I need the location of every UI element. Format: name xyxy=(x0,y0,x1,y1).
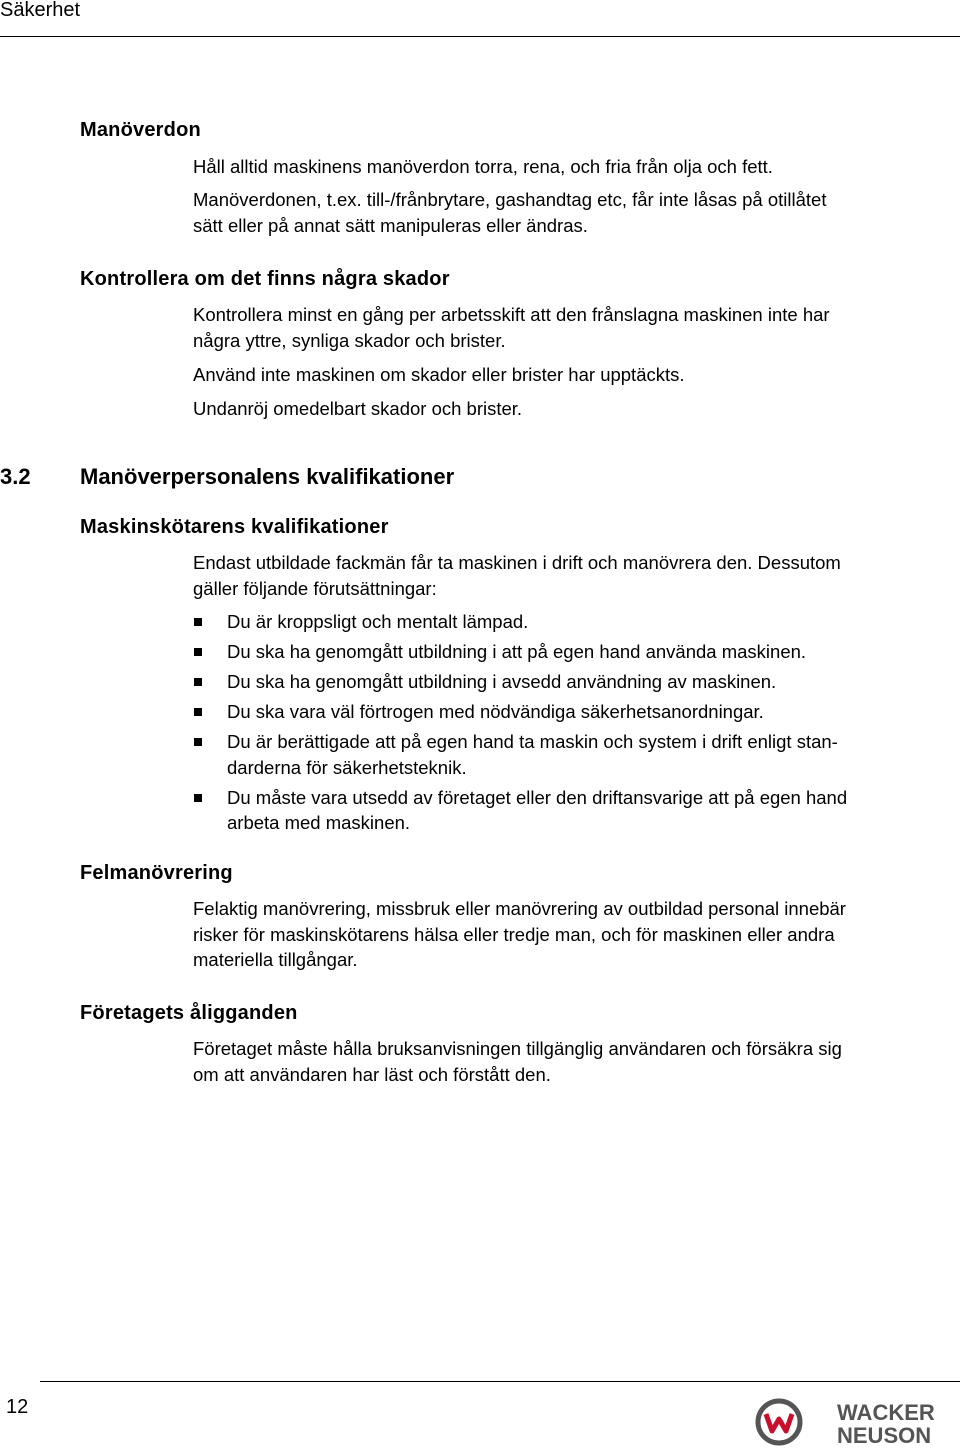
list-item: Du måste vara utsedd av företaget eller den driftansvarige att på egen hand arbeta med maskinen. xyxy=(193,785,955,836)
page-header-title: Säkerhet xyxy=(0,0,81,21)
bullet-square-icon xyxy=(194,794,202,802)
text-line: om att användaren har läst och förstått den. xyxy=(193,1063,551,1085)
kontrollera-paragraph-1 xyxy=(193,302,955,353)
manoverdon-paragraph-2 xyxy=(193,187,955,238)
page-number: 12 xyxy=(6,1396,29,1418)
bullet-square-icon xyxy=(194,738,202,746)
list-item: Du är kroppsligt och mentalt lämpad. xyxy=(193,609,955,635)
list-item: Du ska ha genomgått utbildning i avsedd användning av maskinen. xyxy=(193,669,955,695)
felmanovrering-paragraph xyxy=(193,896,955,973)
text-line: Kontrollera minst en gång per arbetsskift att den frånslagna maskinen inte har xyxy=(193,304,830,325)
section-number: 3.2 xyxy=(0,464,31,489)
heading-foretagets-aligganden: Företagets åligganden xyxy=(80,1002,298,1024)
heading-manoverdon: Manöverdon xyxy=(80,119,201,141)
text-line: Endast utbildade fackmän får ta maskinen i drift och manövrera den. Dessutom xyxy=(193,552,841,573)
text-line: Använd inte maskinen om skador eller brister har upptäckts. xyxy=(193,364,685,385)
section-title-3-2: Manöverpersonalens kvalifikationer xyxy=(80,464,455,489)
text-line: gäller följande förutsättningar: xyxy=(193,577,437,599)
bullet-square-icon xyxy=(194,618,202,626)
kontrollera-paragraph-2 xyxy=(193,362,955,388)
bullet-square-icon xyxy=(194,648,202,656)
wacker-neuson-logo xyxy=(755,1398,955,1451)
logo-wordmark-line2: NEUSON xyxy=(837,1423,932,1446)
qualification-list xyxy=(193,609,955,836)
bullet-square-icon xyxy=(194,708,202,716)
heading-maskinskotare: Maskinskötarens kvalifikationer xyxy=(80,516,389,538)
wacker-neuson-logo-icon xyxy=(755,1398,955,1446)
text-line: Undanröj omedelbart skador och brister. xyxy=(193,398,523,419)
header-divider xyxy=(0,36,960,37)
logo-wordmark-line1: WACKER xyxy=(837,1400,935,1425)
list-item: Du ska vara väl förtrogen med nödvändiga säkerhetsanordningar. xyxy=(193,699,955,725)
text-line: några yttre, synliga skador och brister. xyxy=(193,329,506,351)
kontrollera-paragraph-3 xyxy=(193,396,955,422)
text-line: Manöverdonen, t.ex. till-/frånbrytare, gashandtag etc, får inte låsas på otillåtet xyxy=(193,189,827,210)
text-line: Felaktig manövrering, missbruk eller manövrering av outbildad personal innebär xyxy=(193,898,846,919)
text-line: risker för maskinskötarens hälsa eller tredje man, och för maskinen eller andra xyxy=(193,923,835,945)
text-line: Håll alltid maskinens manöverdon torra, rena, och fria från olja och fett. xyxy=(193,156,773,177)
heading-felmanovrering: Felmanövrering xyxy=(80,862,233,884)
foretagets-paragraph xyxy=(193,1036,955,1087)
section-heading-3-2 xyxy=(0,464,31,490)
maskinskotare-intro xyxy=(193,550,955,601)
heading-kontrollera-skador: Kontrollera om det finns några skador xyxy=(80,268,450,290)
footer-divider xyxy=(40,1381,960,1382)
text-line: Företaget måste hålla bruksanvisningen tillgänglig användaren och försäkra sig xyxy=(193,1038,842,1059)
list-item: Du ska ha genomgått utbildning i att på egen hand använda maskinen. xyxy=(193,639,955,665)
text-line: sätt eller på annat sätt manipuleras eller ändras. xyxy=(193,214,588,236)
manoverdon-paragraph-1 xyxy=(193,154,955,180)
list-item: Du är berättigade att på egen hand ta maskin och system i drift enligt stan- darderna för säkerhetsteknik. xyxy=(193,729,955,780)
text-line: materiella tillgångar. xyxy=(193,949,358,970)
bullet-square-icon xyxy=(194,678,202,686)
